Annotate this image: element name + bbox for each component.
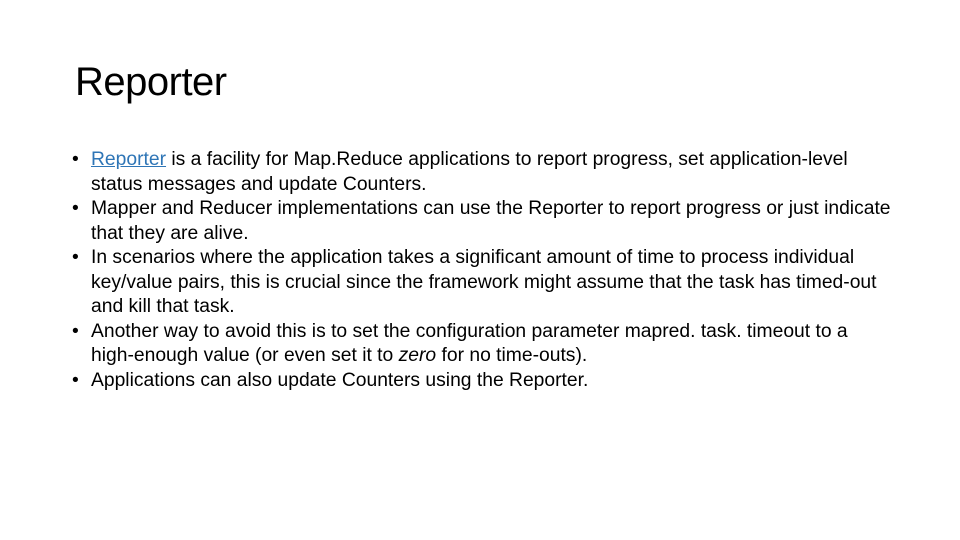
reporter-link[interactable]: Reporter xyxy=(91,149,167,170)
slide-title: Reporter xyxy=(75,60,227,104)
bullet-text: for no time-outs). xyxy=(436,345,588,366)
bullet-text: In scenarios where the application takes a significant amount of time to process individual key/value pairs, this is crucial since the framework might assume that the task has timed-out and kill that task. xyxy=(91,247,877,317)
bullet-text: Mapper and Reducer implementations can use the Reporter to report progress or just indicate that they are alive. xyxy=(91,198,891,244)
bullet-item xyxy=(72,197,892,246)
bullet-text: is a facility for Map.Reduce applications to report progress, set application-level status messages and update Counters. xyxy=(91,149,848,195)
bullet-item xyxy=(72,320,892,369)
bullet-item xyxy=(72,148,892,197)
bullet-text: Applications can also update Counters using the Reporter. xyxy=(91,369,589,391)
bullet-item xyxy=(72,369,892,394)
bullet-item xyxy=(72,246,892,320)
emphasis-text: zero xyxy=(398,345,437,366)
bullet-text: Another way to avoid this is to set the configuration parameter mapred. task. timeout to a high-enough value (or even set it to xyxy=(91,320,848,366)
bullet-list xyxy=(72,148,892,393)
